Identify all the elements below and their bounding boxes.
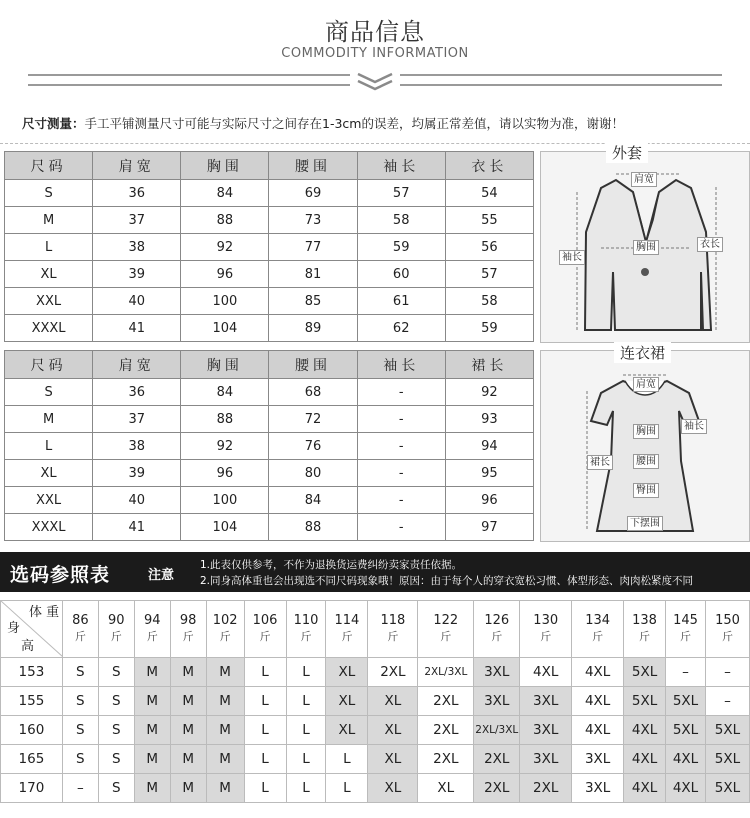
table-row <box>5 261 534 288</box>
table-cell: 104 <box>181 514 269 541</box>
size-cell: 4XL <box>624 716 666 745</box>
measurement-note-text: 手工平铺测量尺寸可能与实际尺寸之间存在1-3cm的误差，均属正常差值，请以实物为准，谢谢！ <box>84 116 624 131</box>
size-cell: M <box>206 658 244 687</box>
table-row <box>5 406 534 433</box>
coat-sleeve-label: 袖长 <box>559 250 585 265</box>
weight-unit: 斤 <box>300 630 312 643</box>
table-row <box>5 288 534 315</box>
measurement-note-label: 尺寸测量： <box>22 116 85 131</box>
table-cell: 60 <box>357 261 445 288</box>
table-cell: XXL <box>5 288 93 315</box>
table-cell: - <box>357 379 445 406</box>
size-cell: XL <box>368 716 418 745</box>
weight-unit: 斤 <box>491 630 503 643</box>
table-cell: - <box>357 406 445 433</box>
size-cell: – <box>666 658 706 687</box>
weight-header <box>666 601 706 658</box>
size-cell: S <box>98 745 134 774</box>
size-cell: L <box>286 745 326 774</box>
weight-header <box>520 601 572 658</box>
weight-header <box>368 601 418 658</box>
table-cell: 73 <box>269 207 357 234</box>
size-cell: S <box>62 716 98 745</box>
weight-header <box>474 601 520 658</box>
table-cell: 72 <box>269 406 357 433</box>
size-cell: M <box>134 716 170 745</box>
weight-unit: 斤 <box>341 630 353 643</box>
column-header: 袖长 <box>357 351 445 379</box>
table-cell: 55 <box>445 207 533 234</box>
size-cell: 3XL <box>520 716 572 745</box>
dress-shoulder-label: 肩宽 <box>633 377 659 392</box>
size-cell: 4XL <box>572 658 624 687</box>
size-guide-title: 选码参照表 <box>10 564 111 586</box>
size-cell: M <box>206 745 244 774</box>
weight-header <box>418 601 474 658</box>
weight-unit: 斤 <box>721 630 733 643</box>
table-cell: 84 <box>181 180 269 207</box>
column-header: 尺码 <box>5 152 93 180</box>
table-row <box>5 487 534 514</box>
table-cell: 92 <box>181 433 269 460</box>
coat-chest-label: 胸围 <box>633 240 659 255</box>
table-cell: 85 <box>269 288 357 315</box>
table-cell: 58 <box>445 288 533 315</box>
notice-line-2: 2.同身高体重也会出现选不同尺码现象哦！原因：由于每个人的穿衣宽松习惯、体型形态、肉肉松紧度不同 <box>200 575 694 587</box>
weight-value: 110 <box>293 613 319 628</box>
size-cell: XL <box>326 658 368 687</box>
size-cell: M <box>206 687 244 716</box>
table-cell: 96 <box>181 460 269 487</box>
weight-header <box>326 601 368 658</box>
column-header: 袖长 <box>357 152 445 180</box>
table-cell: 81 <box>269 261 357 288</box>
size-cell: – <box>62 774 98 803</box>
weight-unit: 斤 <box>146 630 158 643</box>
weight-header <box>170 601 206 658</box>
column-header: 衣长 <box>445 152 533 180</box>
size-cell: 3XL <box>520 745 572 774</box>
table-cell: 37 <box>93 406 181 433</box>
height-axis-label-bottom: 高 <box>21 639 35 654</box>
size-cell: 3XL <box>520 687 572 716</box>
weight-unit: 斤 <box>182 630 194 643</box>
table-cell: S <box>5 379 93 406</box>
table-cell: M <box>5 207 93 234</box>
size-cell: 3XL <box>572 774 624 803</box>
size-cell: L <box>244 745 286 774</box>
table-cell: 88 <box>181 406 269 433</box>
size-cell: XL <box>368 745 418 774</box>
size-cell: 2XL <box>418 745 474 774</box>
column-header: 肩宽 <box>93 152 181 180</box>
size-cell: 3XL <box>572 745 624 774</box>
table-cell: - <box>357 514 445 541</box>
size-cell: – <box>705 658 749 687</box>
size-guide-banner <box>0 552 750 592</box>
dress-sleeve-label: 袖长 <box>681 419 707 434</box>
table-cell: 38 <box>93 234 181 261</box>
size-cell: 2XL <box>474 745 520 774</box>
notice-line-1: 1.此表仅供参考，不作为退换货运费纠纷卖家责任依据。 <box>200 559 463 571</box>
weight-header <box>705 601 749 658</box>
page-subtitle: COMMODITY INFORMATION <box>281 46 469 61</box>
notice-label: 注意 <box>148 568 175 583</box>
weight-value: 94 <box>143 613 161 628</box>
table-row <box>1 658 750 687</box>
size-cell: 5XL <box>705 745 749 774</box>
size-cell: 4XL <box>624 774 666 803</box>
size-cell: M <box>206 774 244 803</box>
table-cell: 39 <box>93 261 181 288</box>
table-cell: 95 <box>445 460 533 487</box>
measurement-note <box>22 114 624 132</box>
table-cell: 59 <box>357 234 445 261</box>
table-cell: 88 <box>181 207 269 234</box>
height-cell: 160 <box>1 716 63 745</box>
weight-value: 102 <box>212 613 238 628</box>
weight-value: 145 <box>673 613 698 628</box>
size-cell: L <box>286 687 326 716</box>
table-cell: XXL <box>5 487 93 514</box>
page-title: 商品信息 <box>325 18 425 46</box>
height-axis-label-top: 身 <box>7 621 21 636</box>
table-row <box>1 687 750 716</box>
header-rule-right <box>400 74 722 86</box>
weight-unit: 斤 <box>540 630 552 643</box>
weight-header <box>572 601 624 658</box>
weight-header <box>98 601 134 658</box>
table-cell: 100 <box>181 288 269 315</box>
weight-value: 122 <box>433 613 459 628</box>
table-cell: 62 <box>357 315 445 342</box>
height-cell: 170 <box>1 774 63 803</box>
weight-unit: 斤 <box>259 630 271 643</box>
table-row <box>5 315 534 342</box>
size-cell: M <box>170 687 206 716</box>
column-header: 尺码 <box>5 351 93 379</box>
table-row <box>5 234 534 261</box>
size-cell: S <box>62 687 98 716</box>
corner-cell <box>1 601 63 658</box>
table-cell: 92 <box>445 379 533 406</box>
table-cell: 38 <box>93 433 181 460</box>
table-cell: 104 <box>181 315 269 342</box>
table-cell: 76 <box>269 433 357 460</box>
dress-size-table <box>4 350 534 541</box>
size-cell: – <box>705 687 749 716</box>
size-cell: M <box>170 716 206 745</box>
weight-value: 86 <box>72 613 89 628</box>
table-cell: XL <box>5 460 93 487</box>
chevron-down-icon <box>352 70 398 92</box>
table-cell: 61 <box>357 288 445 315</box>
weight-unit: 斤 <box>592 630 604 643</box>
size-cell: 4XL <box>520 658 572 687</box>
size-cell: L <box>244 658 286 687</box>
column-header: 裙长 <box>445 351 533 379</box>
table-cell: 69 <box>269 180 357 207</box>
weight-header <box>62 601 98 658</box>
table-cell: 59 <box>445 315 533 342</box>
size-cell: S <box>98 687 134 716</box>
weight-value: 130 <box>533 613 559 628</box>
weight-value: 150 <box>715 613 740 628</box>
weight-header <box>244 601 286 658</box>
size-cell: S <box>62 658 98 687</box>
table-cell: L <box>5 234 93 261</box>
table-cell: 39 <box>93 460 181 487</box>
table-row <box>5 460 534 487</box>
table-row <box>5 514 534 541</box>
size-cell: S <box>98 716 134 745</box>
weight-value: 90 <box>108 613 125 628</box>
size-cell: 5XL <box>705 716 749 745</box>
weight-value: 98 <box>179 613 197 628</box>
size-cell: 5XL <box>624 687 666 716</box>
table-cell: - <box>357 487 445 514</box>
size-cell: M <box>170 774 206 803</box>
weight-unit: 斤 <box>440 630 452 643</box>
size-cell: S <box>98 774 134 803</box>
weight-unit: 斤 <box>387 630 399 643</box>
weight-value: 138 <box>632 613 657 628</box>
size-cell: 2XL <box>474 774 520 803</box>
size-cell: XL <box>326 687 368 716</box>
table-cell: 97 <box>445 514 533 541</box>
table-cell: 100 <box>181 487 269 514</box>
weight-axis-label: 体 重 <box>29 605 60 620</box>
size-cell: S <box>62 745 98 774</box>
size-cell: M <box>134 745 170 774</box>
table-cell: 96 <box>445 487 533 514</box>
table-cell: 77 <box>269 234 357 261</box>
table-cell: 93 <box>445 406 533 433</box>
table-row <box>1 774 750 803</box>
weight-header <box>206 601 244 658</box>
height-cell: 165 <box>1 745 63 774</box>
size-cell: 5XL <box>705 774 749 803</box>
weight-unit: 斤 <box>110 630 122 643</box>
column-header: 腰围 <box>269 152 357 180</box>
table-cell: M <box>5 406 93 433</box>
table-cell: 68 <box>269 379 357 406</box>
size-cell: L <box>244 687 286 716</box>
table-cell: - <box>357 460 445 487</box>
size-cell: 2XL <box>368 658 418 687</box>
size-cell: XL <box>326 716 368 745</box>
table-row <box>5 433 534 460</box>
size-cell: XL <box>368 774 418 803</box>
size-cell: 5XL <box>624 658 666 687</box>
size-cell: 4XL <box>666 774 706 803</box>
size-cell: M <box>134 687 170 716</box>
dress-hem-label: 下摆围 <box>627 516 663 531</box>
size-cell: L <box>326 745 368 774</box>
size-reference-table <box>0 600 750 803</box>
size-cell: 4XL <box>572 716 624 745</box>
size-cell: 3XL <box>474 687 520 716</box>
page-header <box>0 0 750 100</box>
table-row <box>5 207 534 234</box>
size-cell: 3XL <box>474 658 520 687</box>
dress-chest-label: 胸围 <box>633 424 659 439</box>
weight-unit: 斤 <box>219 630 231 643</box>
table-cell: 36 <box>93 379 181 406</box>
coat-length-label: 衣长 <box>697 237 723 252</box>
coat-shoulder-label: 肩宽 <box>631 172 657 187</box>
size-cell: 2XL <box>520 774 572 803</box>
weight-value: 114 <box>334 613 360 628</box>
size-cell: XL <box>368 687 418 716</box>
table-row <box>1 716 750 745</box>
table-cell: 36 <box>93 180 181 207</box>
dress-diagram <box>540 350 750 542</box>
table-cell: 84 <box>181 379 269 406</box>
size-cell: S <box>98 658 134 687</box>
weight-header <box>134 601 170 658</box>
table-cell: 89 <box>269 315 357 342</box>
table-cell: 94 <box>445 433 533 460</box>
height-cell: 153 <box>1 658 63 687</box>
size-cell: L <box>244 774 286 803</box>
table-row <box>5 180 534 207</box>
size-cell: L <box>326 774 368 803</box>
size-cell: 4XL <box>624 745 666 774</box>
table-cell: L <box>5 433 93 460</box>
weight-value: 134 <box>585 613 611 628</box>
size-cell: L <box>286 716 326 745</box>
weight-header <box>286 601 326 658</box>
coat-size-table <box>4 151 534 342</box>
coat-diagram-title: 外套 <box>606 142 648 163</box>
table-cell: 57 <box>445 261 533 288</box>
size-cell: 5XL <box>666 687 706 716</box>
size-cell: M <box>134 658 170 687</box>
column-header: 腰围 <box>269 351 357 379</box>
table-cell: 58 <box>357 207 445 234</box>
table-cell: 54 <box>445 180 533 207</box>
table-cell: S <box>5 180 93 207</box>
table-cell: 96 <box>181 261 269 288</box>
size-cell: L <box>286 774 326 803</box>
table-cell: 40 <box>93 487 181 514</box>
size-cell: 2XL <box>418 716 474 745</box>
table-row <box>1 745 750 774</box>
size-cell: 4XL <box>666 745 706 774</box>
weight-value: 118 <box>380 613 406 628</box>
weight-value: 126 <box>484 613 510 628</box>
table-row <box>5 379 534 406</box>
dress-hip-label: 臀围 <box>633 483 659 498</box>
weight-header-row <box>1 601 750 658</box>
size-cell: M <box>134 774 170 803</box>
dress-length-label: 裙长 <box>587 455 613 470</box>
table-cell: 40 <box>93 288 181 315</box>
table-cell: XXXL <box>5 315 93 342</box>
table-header-row <box>5 152 534 180</box>
table-cell: 41 <box>93 514 181 541</box>
table-cell: 56 <box>445 234 533 261</box>
size-cell: 2XL/3XL <box>418 658 474 687</box>
dress-diagram-title: 连衣裙 <box>614 342 671 363</box>
table-cell: - <box>357 433 445 460</box>
table-cell: 41 <box>93 315 181 342</box>
dress-waist-label: 腰围 <box>633 454 659 469</box>
weight-header <box>624 601 666 658</box>
size-cell: M <box>170 745 206 774</box>
header-rule-left <box>28 74 350 86</box>
size-cell: 2XL/3XL <box>474 716 520 745</box>
table-cell: 57 <box>357 180 445 207</box>
column-header: 胸围 <box>181 351 269 379</box>
size-cell: 5XL <box>666 716 706 745</box>
table-cell: 37 <box>93 207 181 234</box>
table-cell: 80 <box>269 460 357 487</box>
table-cell: 88 <box>269 514 357 541</box>
weight-unit: 斤 <box>639 630 651 643</box>
table-cell: XL <box>5 261 93 288</box>
weight-value: 106 <box>252 613 278 628</box>
size-cell: 2XL <box>418 687 474 716</box>
weight-unit: 斤 <box>74 630 86 643</box>
weight-unit: 斤 <box>679 630 691 643</box>
size-cell: L <box>244 716 286 745</box>
column-header: 肩宽 <box>93 351 181 379</box>
table-cell: 92 <box>181 234 269 261</box>
coat-diagram <box>540 151 750 343</box>
column-header: 胸围 <box>181 152 269 180</box>
size-cell: 4XL <box>572 687 624 716</box>
size-cell: M <box>170 658 206 687</box>
table-cell: 84 <box>269 487 357 514</box>
size-cell: M <box>206 716 244 745</box>
height-cell: 155 <box>1 687 63 716</box>
size-cell: XL <box>418 774 474 803</box>
size-cell: L <box>286 658 326 687</box>
table-header-row <box>5 351 534 379</box>
table-cell: XXXL <box>5 514 93 541</box>
